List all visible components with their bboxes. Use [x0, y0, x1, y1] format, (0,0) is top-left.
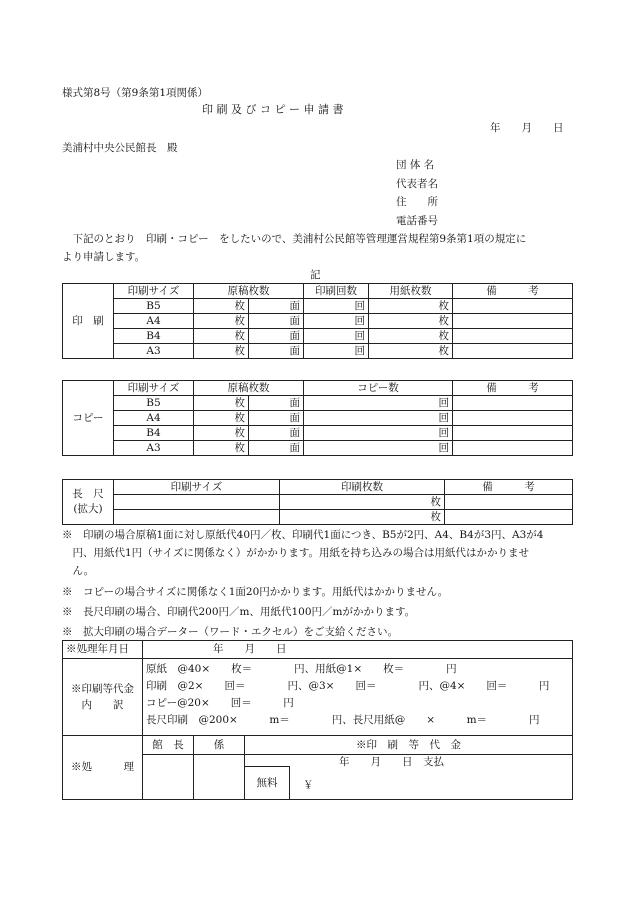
sheets-cell[interactable]: 枚: [194, 411, 249, 426]
payment-date: 年 月 日 支払: [339, 756, 444, 768]
fee-line-long: 長尺印刷 @200× m＝ 円、長尺用紙@ × m＝ 円: [146, 714, 540, 726]
copies-cell[interactable]: 回: [304, 411, 453, 426]
sheets-cell[interactable]: 枚: [194, 396, 249, 411]
fee-line-paper: 原紙 @40× 枚＝ 円、用紙@1× 枚＝ 円: [146, 663, 457, 675]
header-copy-size: 印刷サイズ: [114, 381, 194, 396]
ki-label: 記: [310, 269, 321, 281]
header-print-size: 印刷サイズ: [114, 284, 194, 299]
applicant-address: 住 所: [396, 196, 438, 208]
applicant-phone: 電話番号: [396, 215, 438, 227]
intro-text-1: 下記のとおり 印刷・コピー をしたいので、美浦村公民館等管理運営規程第9条第1項の規定に: [62, 233, 527, 245]
remarks-cell[interactable]: [453, 314, 573, 329]
copy-table: [62, 380, 573, 456]
remarks-cell[interactable]: [453, 426, 573, 441]
table-row: [63, 329, 573, 344]
note-print-1: ※ 印刷の場合原稿1面に対し原紙代40円／枚、印刷代1面につき、B5が2円、A4、B4が3円、A3が4: [62, 529, 544, 541]
note-long: ※ 長尺印刷の場合、印刷代200円／m、用紙代100円／mがかかります。: [62, 606, 416, 618]
print-row-label: 印 刷: [63, 284, 114, 359]
paper-cell[interactable]: 枚: [369, 314, 453, 329]
header-copy-remarks: 備 考: [453, 381, 573, 396]
table-row: [63, 510, 573, 525]
face-cell[interactable]: 面: [249, 329, 304, 344]
process-label: ※処 理: [63, 736, 143, 800]
table-row: [63, 495, 573, 510]
paper-cell[interactable]: 枚: [369, 344, 453, 359]
header-print-times: 印刷回数: [304, 284, 369, 299]
note-print-2: 円、用紙代1円（サイズに関係なく）がかかります。用紙を持ち込みの場合は用紙代はかかりませ: [62, 547, 529, 559]
face-cell[interactable]: 面: [249, 314, 304, 329]
size-cell: A3: [114, 441, 194, 456]
fee-label-1: ※印刷等代金: [71, 683, 134, 695]
long-sheets-cell[interactable]: 枚: [280, 495, 445, 510]
remarks-cell[interactable]: [453, 329, 573, 344]
applicant-group-name: 団 体 名: [396, 159, 435, 171]
long-row-label: [63, 480, 114, 525]
face-cell[interactable]: 面: [249, 299, 304, 314]
paper-cell[interactable]: 枚: [369, 329, 453, 344]
paper-cell[interactable]: 枚: [369, 299, 453, 314]
table-row: [63, 396, 573, 411]
size-cell: A3: [114, 344, 194, 359]
staff-label: 係: [194, 736, 245, 755]
process-date-value: 年 月 日: [143, 641, 573, 659]
long-sheets-cell[interactable]: 枚: [280, 510, 445, 525]
face-cell[interactable]: 面: [249, 411, 304, 426]
fee-breakdown-label: [63, 659, 143, 736]
table-row: [63, 441, 573, 456]
face-cell[interactable]: 面: [249, 396, 304, 411]
sheets-cell[interactable]: 枚: [194, 426, 249, 441]
page-title: 印 刷 及 び コ ピ ー 申 請 書: [202, 103, 344, 116]
note-print-3: ん。: [62, 565, 95, 577]
payment-cell: [245, 755, 573, 800]
table-row: [63, 314, 573, 329]
sheets-cell[interactable]: 枚: [194, 299, 249, 314]
print-table: [62, 283, 573, 359]
size-cell: A4: [114, 411, 194, 426]
remarks-cell[interactable]: [453, 441, 573, 456]
long-size-cell[interactable]: [114, 510, 280, 525]
size-cell: B4: [114, 329, 194, 344]
face-cell[interactable]: 面: [249, 441, 304, 456]
size-cell: B4: [114, 426, 194, 441]
sheets-cell[interactable]: 枚: [194, 329, 249, 344]
table-row: [63, 344, 573, 359]
times-cell[interactable]: 回: [304, 344, 369, 359]
size-cell: B5: [114, 396, 194, 411]
copies-cell[interactable]: 回: [304, 426, 453, 441]
fee-label-2: 内 訳: [81, 699, 124, 711]
times-cell[interactable]: 回: [304, 329, 369, 344]
long-row-label-1: 長 尺: [72, 488, 104, 500]
sheets-cell[interactable]: 枚: [194, 314, 249, 329]
face-cell[interactable]: 面: [249, 426, 304, 441]
header-copy-original: 原稿枚数: [194, 381, 304, 396]
remarks-cell[interactable]: [445, 495, 573, 510]
table-row: [63, 411, 573, 426]
free-box[interactable]: 無料: [245, 766, 290, 800]
header-original-sheets: 原稿枚数: [194, 284, 304, 299]
remarks-cell[interactable]: [453, 396, 573, 411]
remarks-cell[interactable]: [453, 299, 573, 314]
chief-stamp[interactable]: [143, 755, 194, 800]
long-row-label-2: (拡大): [73, 503, 103, 515]
table-row: [63, 426, 573, 441]
fee-line-copy: コピー@20× 回＝ 円: [146, 697, 294, 709]
copies-cell[interactable]: 回: [304, 441, 453, 456]
form-number: 様式第8号（第9条第1項関係）: [62, 87, 209, 99]
remarks-cell[interactable]: [453, 344, 573, 359]
times-cell[interactable]: 回: [304, 299, 369, 314]
sheets-cell[interactable]: 枚: [194, 344, 249, 359]
intro-text-2: より申請します。: [62, 251, 146, 263]
header-long-remarks: 備 考: [445, 480, 573, 495]
chief-label: 館 長: [143, 736, 194, 755]
office-table: [62, 640, 573, 800]
long-size-cell[interactable]: [114, 495, 280, 510]
fee-breakdown: [143, 659, 573, 736]
remarks-cell[interactable]: [453, 411, 573, 426]
note-copy: ※ コピーの場合サイズに関係なく1面20円かかります。用紙代はかかりません。: [62, 586, 449, 598]
header-copy-count: コピー数: [304, 381, 453, 396]
sheets-cell[interactable]: 枚: [194, 441, 249, 456]
face-cell[interactable]: 面: [249, 344, 304, 359]
copy-row-label: コピー: [63, 381, 114, 456]
header-paper-sheets: 用紙枚数: [369, 284, 453, 299]
header-remarks: 備 考: [453, 284, 573, 299]
fee-line-print: 印刷 @2× 回＝ 円、@3× 回＝ 円、@4× 回＝ 円: [146, 680, 550, 692]
header-long-size: 印刷サイズ: [114, 480, 280, 495]
yen-sign: ￥: [303, 779, 314, 791]
header-long-sheets: 印刷枚数: [280, 480, 445, 495]
long-print-table: [62, 479, 573, 525]
size-cell: A4: [114, 314, 194, 329]
times-cell[interactable]: 回: [304, 314, 369, 329]
process-date-label: ※処理年月日: [63, 641, 143, 659]
size-cell: B5: [114, 299, 194, 314]
application-date: 年 月 日: [490, 122, 564, 134]
remarks-cell[interactable]: [445, 510, 573, 525]
fee-header: ※印 刷 等 代 金: [245, 736, 573, 755]
table-row: [63, 299, 573, 314]
note-enlarge: ※ 拡大印刷の場合データー（ワード・エクセル）をご支給ください。: [62, 626, 398, 638]
copies-cell[interactable]: 回: [304, 396, 453, 411]
applicant-representative: 代表者名: [396, 178, 438, 190]
staff-stamp[interactable]: [194, 755, 245, 800]
addressee: 美浦村中央公民館長 殿: [62, 142, 178, 154]
